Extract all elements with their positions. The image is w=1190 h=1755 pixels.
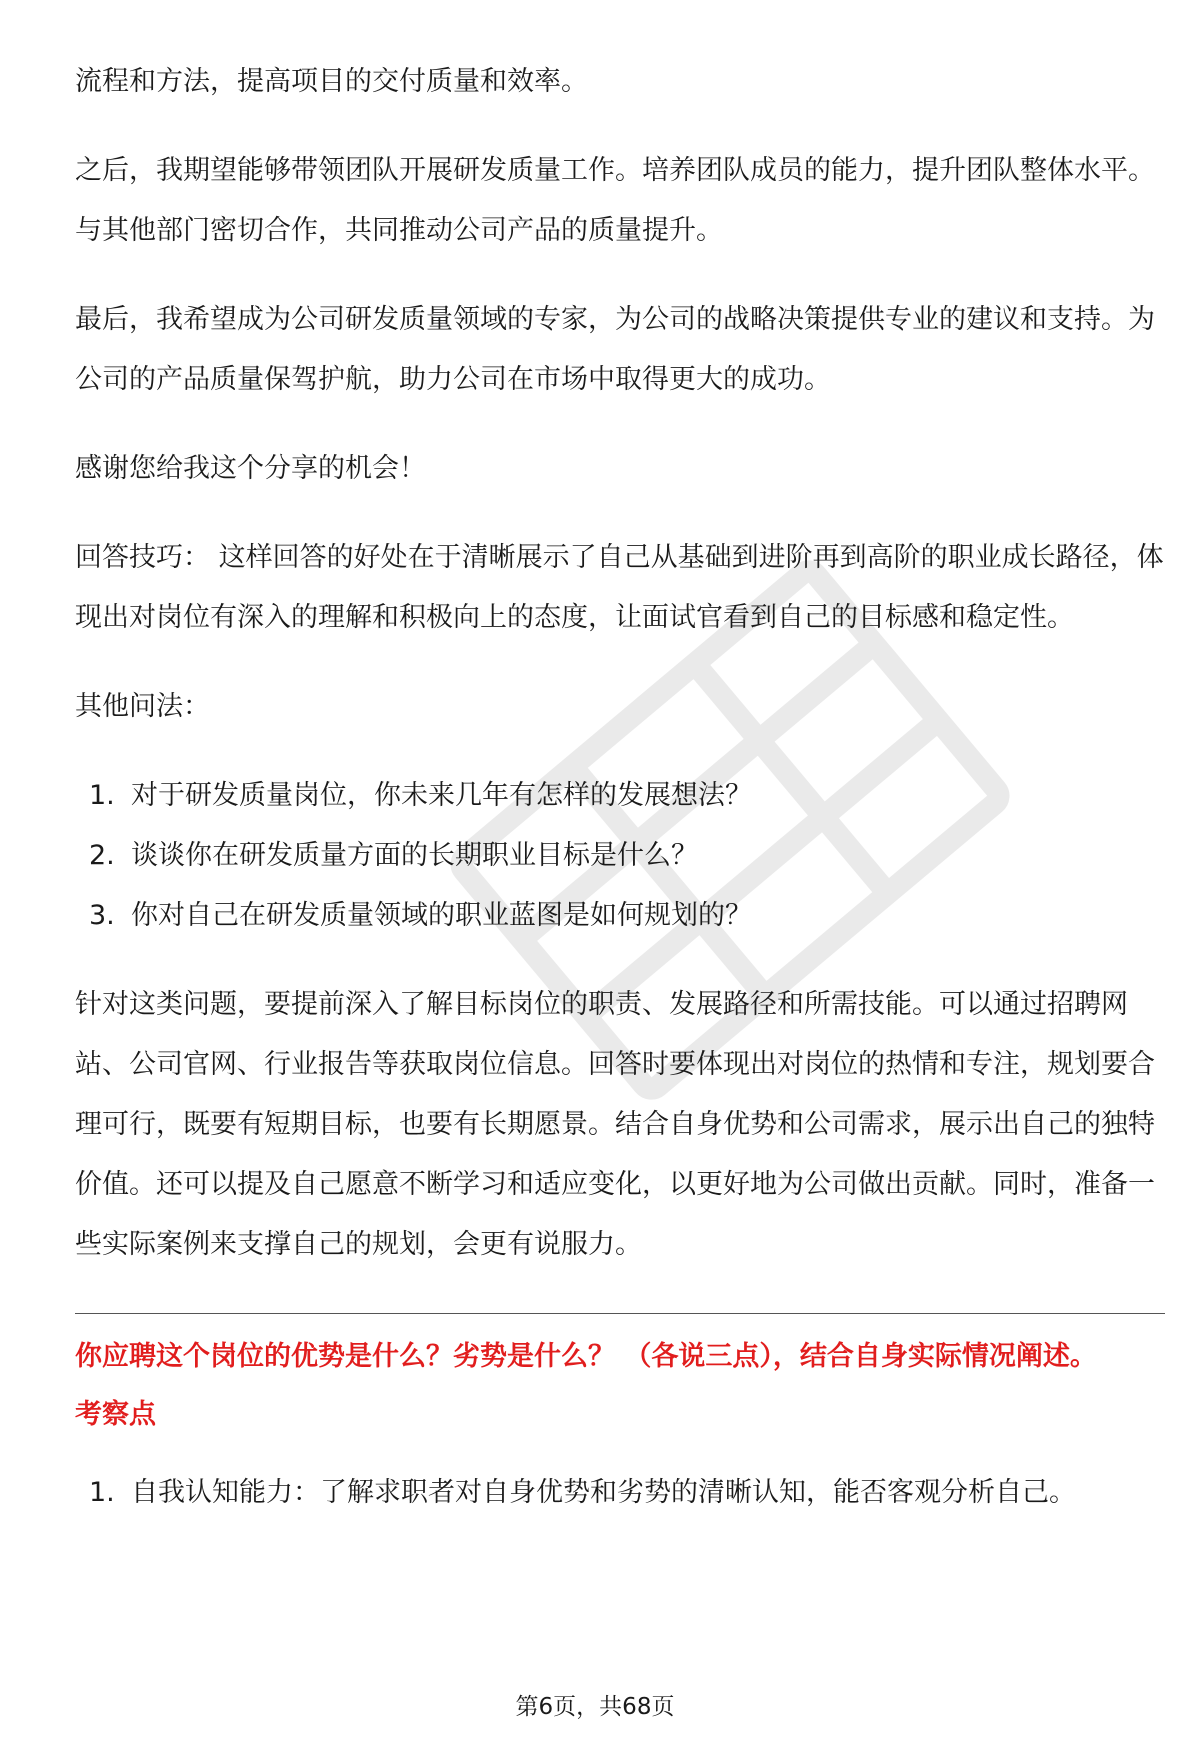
paragraph: 流程和方法，提高项目的交付质量和效率。 — [75, 66, 588, 97]
section-divider — [75, 1313, 1165, 1314]
advice-paragraph: 针对这类问题，要提前深入了解目标岗位的职责、发展路径和所需技能。可以通过招聘网站、公司官网、行业报告等获取岗位信息。回答时要体现出对岗位的热情和专注，规划要合理可行，既要有短期目标，也要有长期愿景。结合自身优势和公司需求，展示出自己的独特价值。还可以提及自己愿意不断学习和适应变化，以更好地为公司做出贡献。同时，准备一些实际案例来支撑自己的规划，会更有说服力。 — [75, 989, 1155, 1260]
list-item-text: 谈谈你在研发质量方面的长期职业目标是什么？ — [131, 840, 698, 871]
list-item-text: 你对自己在研发质量领域的职业蓝图是如何规划的？ — [131, 900, 752, 931]
list-number: 1. — [89, 1477, 115, 1508]
paragraph: 之后，我期望能够带领团队开展研发质量工作。培养团队成员的能力，提升团队整体水平。与其他部门密切合作，共同推动公司产品的质量提升。 — [75, 155, 1155, 246]
paragraph: 感谢您给我这个分享的机会！ — [75, 453, 426, 484]
list-item-text: 自我认知能力：了解求职者对自身优势和劣势的清晰认知，能否客观分析自己。 — [131, 1477, 1076, 1508]
list-item — [75, 826, 1165, 886]
list-number: 3. — [89, 900, 115, 931]
paragraph: 最后，我希望成为公司研发质量领域的专家，为公司的战略决策提供专业的建议和支持。为公司的产品质量保驾护航，助力公司在市场中取得更大的成功。 — [75, 304, 1155, 395]
list-number: 1. — [89, 780, 115, 811]
list-item — [75, 1463, 1165, 1523]
evaluation-points-list — [75, 1463, 1165, 1523]
answer-tip: 回答技巧： 这样回答的好处在于清晰展示了自己从基础到进阶再到高阶的职业成长路径，体现出对岗位有深入的理解和积极向上的态度，让面试官看到自己的目标感和稳定性。 — [75, 542, 1164, 633]
document-page — [75, 52, 1165, 1523]
list-number: 2. — [89, 840, 115, 871]
question-title: 你应聘这个岗位的优势是什么？劣势是什么？ （各说三点），结合自身实际情况阐述。 — [75, 1341, 1097, 1372]
other-questions-list — [75, 766, 1165, 946]
other-questions-heading: 其他问法： — [75, 691, 210, 722]
section-heading: 考察点 — [75, 1399, 156, 1430]
list-item-text: 对于研发质量岗位，你未来几年有怎样的发展想法？ — [131, 780, 752, 811]
list-item — [75, 766, 1165, 826]
page-footer: 第6页，共68页 — [515, 1694, 675, 1720]
list-item — [75, 886, 1165, 946]
